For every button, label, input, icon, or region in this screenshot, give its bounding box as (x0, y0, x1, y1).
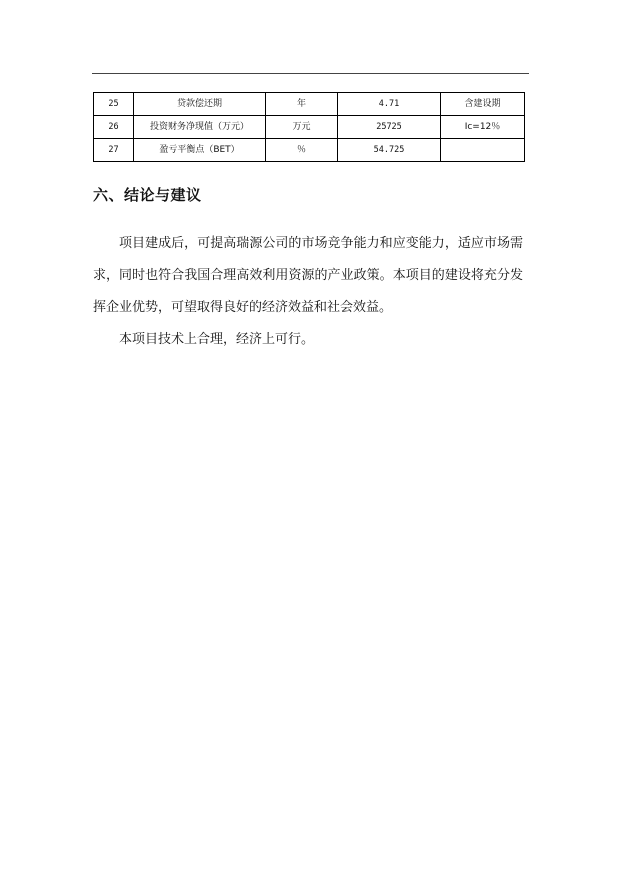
table-row (94, 93, 525, 116)
section-heading: 六、结论与建议 (93, 186, 202, 204)
row-value: 25725 (338, 116, 441, 139)
row-value: 54.725 (338, 139, 441, 162)
row-item: 盈亏平衡点（BET） (134, 139, 266, 162)
row-unit: ％ (266, 139, 338, 162)
row-unit: 年 (266, 93, 338, 116)
conclusion-paragraph: 项目建成后，可提高瑞源公司的市场竞争能力和应变能力，适应市场需求，同时也符合我国合理高效利用资源的产业政策。本项目的建设将充分发挥企业优势，可望取得良好的经济效益和社会效益。 (93, 236, 523, 315)
table-row (94, 139, 525, 162)
row-unit: 万元 (266, 116, 338, 139)
header-rule (92, 73, 529, 74)
row-number: 25 (94, 93, 134, 116)
section-body (93, 228, 523, 356)
row-value: 4.71 (338, 93, 441, 116)
row-note (441, 139, 525, 162)
feasibility-paragraph: 本项目技术上合理，经济上可行。 (119, 332, 315, 347)
row-note: Ic=12％ (441, 116, 525, 139)
row-item: 贷款偿还期 (134, 93, 266, 116)
row-number: 26 (94, 116, 134, 139)
table-row (94, 116, 525, 139)
row-number: 27 (94, 139, 134, 162)
indicator-table (93, 92, 525, 162)
row-note: 含建设期 (441, 93, 525, 116)
row-item: 投资财务净现值（万元） (134, 116, 266, 139)
